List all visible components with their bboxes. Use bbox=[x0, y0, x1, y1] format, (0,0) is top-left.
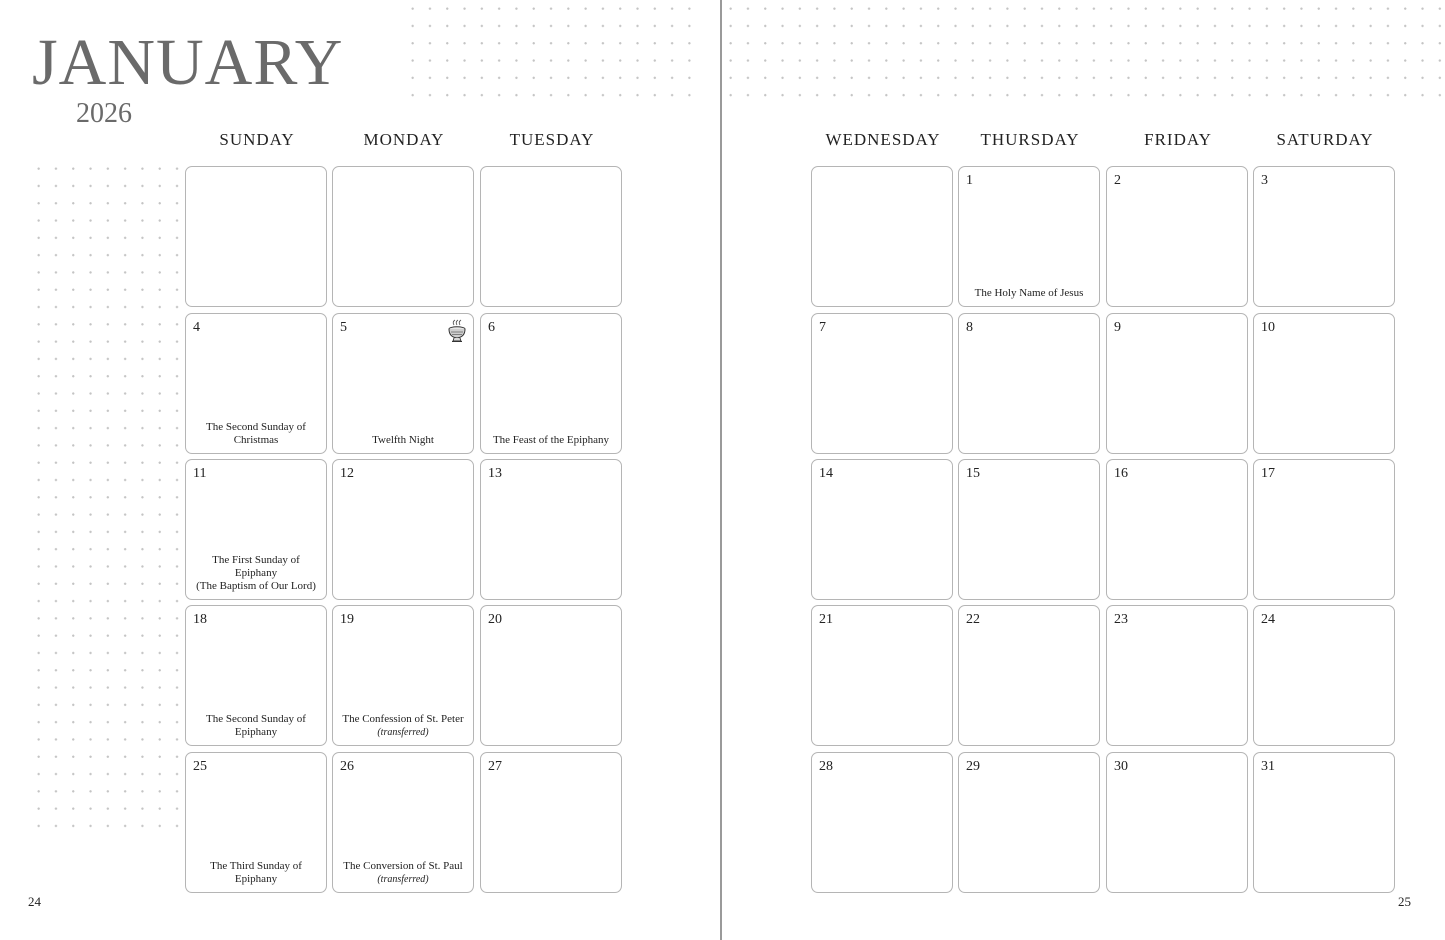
day-cell-11[interactable] bbox=[185, 459, 327, 600]
day-number: 19 bbox=[340, 612, 354, 627]
day-number: 25 bbox=[193, 759, 207, 774]
day-number: 21 bbox=[819, 612, 833, 627]
dot-grid-top-left bbox=[404, 0, 700, 100]
day-cell-28[interactable] bbox=[811, 752, 953, 893]
day-number: 4 bbox=[193, 320, 200, 335]
day-cell-20[interactable] bbox=[480, 605, 622, 746]
day-number: 10 bbox=[1261, 320, 1275, 335]
day-number: 16 bbox=[1114, 466, 1128, 481]
day-cell-empty[interactable] bbox=[811, 166, 953, 307]
event-label: Twelfth Night bbox=[372, 434, 434, 446]
day-cell-12[interactable] bbox=[332, 459, 474, 600]
day-number: 6 bbox=[488, 320, 495, 335]
day-number: 15 bbox=[966, 466, 980, 481]
day-number: 26 bbox=[340, 759, 354, 774]
day-number: 23 bbox=[1114, 612, 1128, 627]
page-number-right: 25 bbox=[1398, 894, 1411, 909]
day-number: 18 bbox=[193, 612, 207, 627]
day-number: 1 bbox=[966, 173, 973, 188]
day-number: 29 bbox=[966, 759, 980, 774]
day-number: 30 bbox=[1114, 759, 1128, 774]
event-note: (transferred) bbox=[377, 727, 429, 738]
day-cell-empty[interactable] bbox=[332, 166, 474, 307]
day-cell-4[interactable] bbox=[185, 313, 327, 454]
day-number: 22 bbox=[966, 612, 980, 627]
day-cell-1[interactable] bbox=[958, 166, 1100, 307]
dot-grid-top-right bbox=[722, 0, 1445, 100]
event-label: The Third Sunday of Epiphany bbox=[210, 860, 302, 885]
day-cell-27[interactable] bbox=[480, 752, 622, 893]
day-number: 20 bbox=[488, 612, 502, 627]
day-cell-14[interactable] bbox=[811, 459, 953, 600]
left-page bbox=[0, 0, 720, 940]
weekday-sunday: SUNDAY bbox=[219, 130, 295, 149]
day-cell-18[interactable] bbox=[185, 605, 327, 746]
day-cell-13[interactable] bbox=[480, 459, 622, 600]
event-label: The Confession of St. Peter (transferred) bbox=[337, 713, 469, 739]
day-number: 2 bbox=[1114, 173, 1121, 188]
weekday-saturday: SATURDAY bbox=[1276, 130, 1374, 149]
event-label: The Second Sunday of Christmas bbox=[206, 421, 306, 446]
day-cell-22[interactable] bbox=[958, 605, 1100, 746]
day-cell-17[interactable] bbox=[1253, 459, 1395, 600]
day-number: 11 bbox=[193, 466, 207, 481]
day-number: 5 bbox=[340, 320, 347, 335]
day-cell-25[interactable] bbox=[185, 752, 327, 893]
day-cell-24[interactable] bbox=[1253, 605, 1395, 746]
event-label: The Second Sunday of Epiphany bbox=[206, 713, 306, 738]
day-number: 14 bbox=[819, 466, 833, 481]
day-cell-empty[interactable] bbox=[480, 166, 622, 307]
day-number: 28 bbox=[819, 759, 833, 774]
dot-grid-notes bbox=[30, 160, 180, 840]
weekday-tuesday: TUESDAY bbox=[509, 130, 595, 149]
weekday-monday: MONDAY bbox=[363, 130, 445, 149]
day-cell-31[interactable] bbox=[1253, 752, 1395, 893]
event-note: (transferred) bbox=[377, 874, 429, 885]
year-label: 2026 bbox=[76, 98, 132, 129]
weekday-friday: FRIDAY bbox=[1144, 130, 1212, 149]
day-number: 3 bbox=[1261, 173, 1268, 188]
day-number: 7 bbox=[819, 320, 826, 335]
day-number: 13 bbox=[488, 466, 502, 481]
day-number: 8 bbox=[966, 320, 973, 335]
day-cell-empty[interactable] bbox=[185, 166, 327, 307]
weekday-thursday: THURSDAY bbox=[980, 130, 1080, 149]
right-page bbox=[722, 0, 1445, 940]
day-cell-30[interactable] bbox=[1106, 752, 1248, 893]
day-cell-8[interactable] bbox=[958, 313, 1100, 454]
day-cell-16[interactable] bbox=[1106, 459, 1248, 600]
day-number: 27 bbox=[488, 759, 502, 774]
weekday-wednesday: WEDNESDAY bbox=[825, 130, 941, 149]
day-cell-23[interactable] bbox=[1106, 605, 1248, 746]
day-cell-3[interactable] bbox=[1253, 166, 1395, 307]
day-number: 12 bbox=[340, 466, 354, 481]
day-number: 31 bbox=[1261, 759, 1275, 774]
day-number: 17 bbox=[1261, 466, 1275, 481]
day-cell-2[interactable] bbox=[1106, 166, 1248, 307]
event-label: The Feast of the Epiphany bbox=[492, 434, 610, 446]
day-number: 9 bbox=[1114, 320, 1121, 335]
day-cell-9[interactable] bbox=[1106, 313, 1248, 454]
day-cell-15[interactable] bbox=[958, 459, 1100, 600]
day-cell-7[interactable] bbox=[811, 313, 953, 454]
day-cell-10[interactable] bbox=[1253, 313, 1395, 454]
event-label: The First Sunday of Epiphany (The Baptism of Our Lord) bbox=[196, 554, 316, 592]
day-cell-5[interactable] bbox=[332, 313, 474, 454]
day-number: 24 bbox=[1261, 612, 1275, 627]
day-cell-21[interactable] bbox=[811, 605, 953, 746]
event-label: The Holy Name of Jesus bbox=[974, 287, 1084, 299]
month-title: JANUARY bbox=[32, 26, 344, 99]
day-cell-19[interactable] bbox=[332, 605, 474, 746]
wassail-bowl-icon bbox=[445, 318, 469, 344]
day-cell-29[interactable] bbox=[958, 752, 1100, 893]
event-label: The Conversion of St. Paul (transferred) bbox=[337, 860, 469, 886]
page-number-left: 24 bbox=[28, 894, 41, 909]
day-cell-6[interactable] bbox=[480, 313, 622, 454]
day-cell-26[interactable] bbox=[332, 752, 474, 893]
